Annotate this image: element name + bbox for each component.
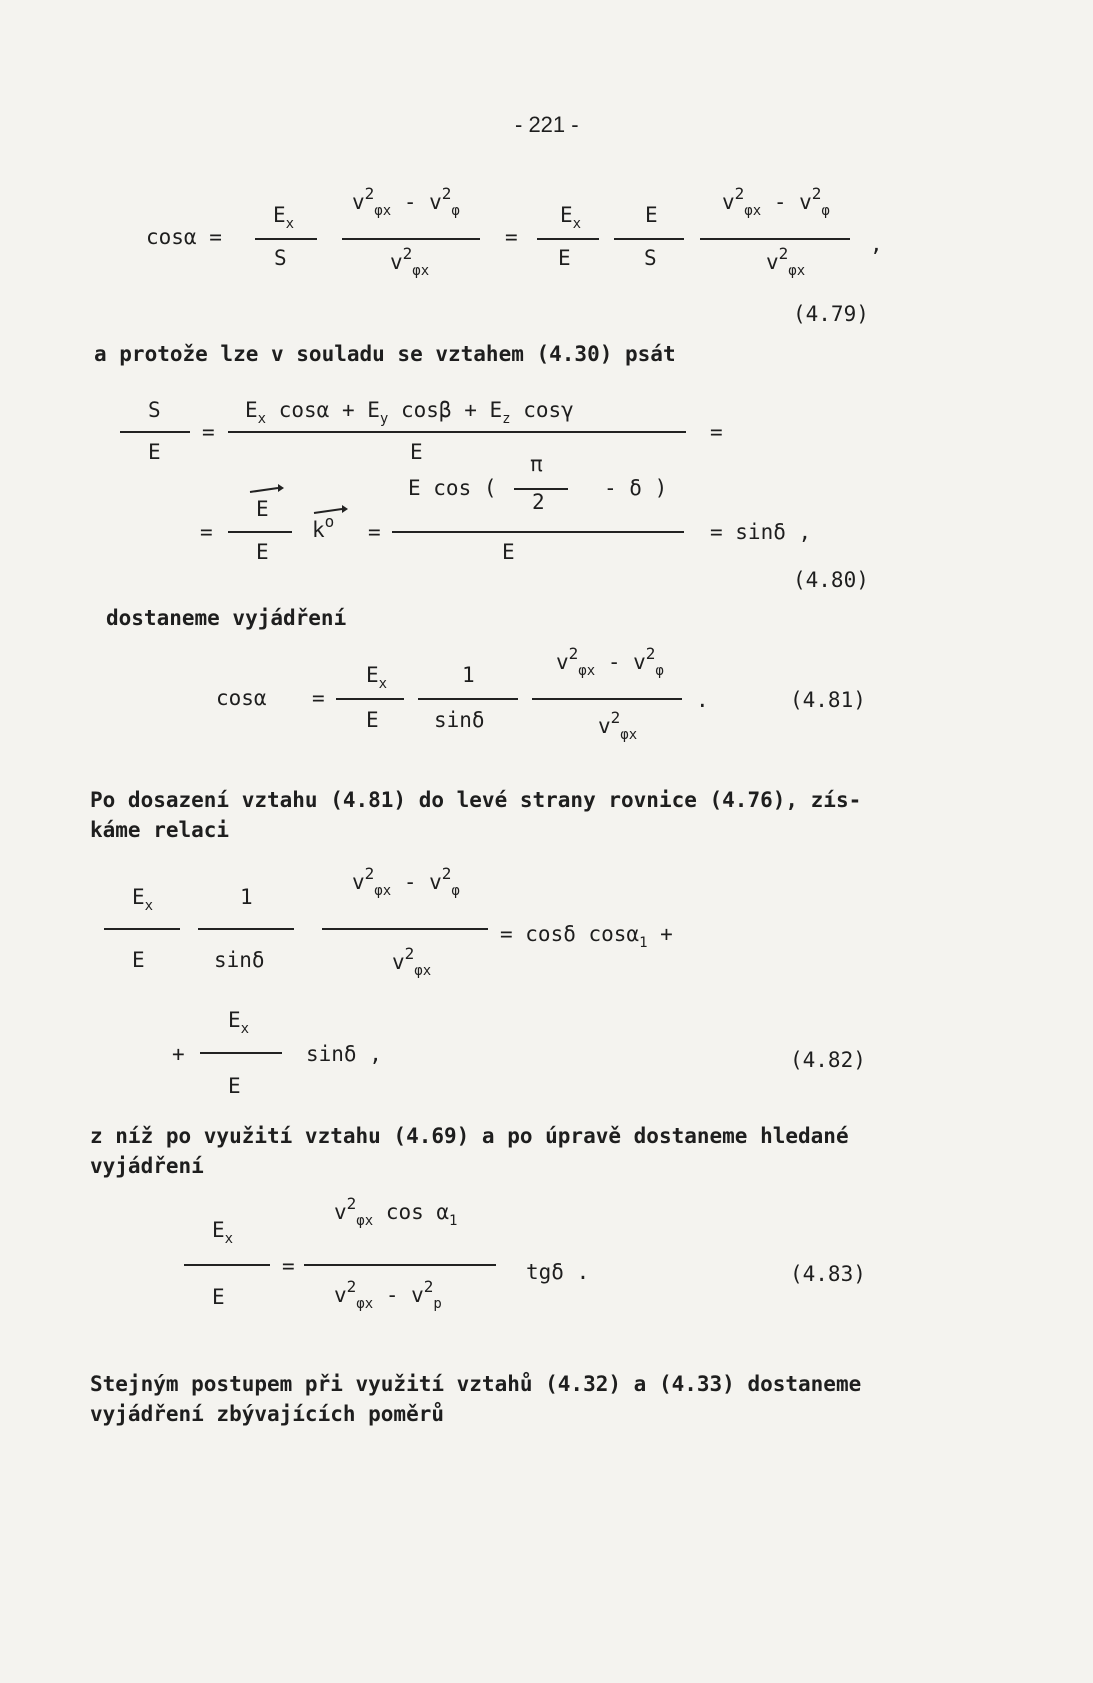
eq480-l2-result: = sinδ , (710, 520, 812, 544)
fraction-bar (700, 238, 850, 240)
eq482-t1-num: $E_x$ (132, 885, 154, 914)
eq480-l2-num-tail: - δ ) (604, 476, 668, 500)
fraction-bar (184, 1264, 270, 1266)
eq481-lhs: cosα (216, 686, 267, 710)
eq480-l2-eq2: = (368, 520, 381, 544)
paragraph-line: Po dosazení vztahu (4.81) do levé strany rovnice (4.76), zís- (90, 788, 862, 812)
eq481-t3-num: $v^2_{\varphi x} - v^2_\varphi$ (556, 644, 664, 679)
eq479-comma: , (870, 232, 883, 256)
eq480-l2-den: E (502, 540, 515, 564)
pi-symbol: π (530, 452, 543, 476)
eq479-t5-den: $v^2_{\varphi x}$ (766, 244, 806, 279)
fraction-bar (228, 531, 292, 533)
eq481-t2-num: 1 (462, 663, 475, 687)
eq480-l2-vec-den: E (256, 540, 269, 564)
equation-number: (4.79) (793, 302, 869, 326)
eq481-period: . (696, 688, 709, 712)
paragraph-line: dostaneme vyjádření (106, 606, 347, 630)
fraction-bar (322, 928, 488, 930)
equation-number: (4.81) (790, 688, 866, 712)
eq483-num: $v^2_{\varphi x}$ $\cos \alpha_1$ (334, 1194, 458, 1229)
eq480-l2-num: E cos ( (408, 476, 497, 500)
fraction-bar (537, 238, 599, 240)
eq481-t1-num: $E_x$ (366, 663, 388, 692)
eq480-eq1: = (202, 420, 215, 444)
eq479-equals: = (505, 225, 518, 249)
equation-number: (4.82) (790, 1048, 866, 1072)
eq482-l2-den: E (228, 1074, 241, 1098)
eq481-t3-den: $v^2_{\varphi x}$ (598, 708, 638, 743)
eq483-t1-den: E (212, 1285, 225, 1309)
eq480-l1-mid-num: $E_x$ $\cos\alpha + E_y$ $\cos\beta + E_z$ cosγ (245, 398, 574, 427)
paragraph-line: a protože lze v souladu se vztahem (4.30) psát (94, 342, 676, 366)
eq479-lhs: cosα = (146, 225, 222, 249)
fraction-bar (532, 698, 682, 700)
fraction-bar (198, 928, 294, 930)
eq483-t1-num: $E_x$ (212, 1218, 234, 1247)
paragraph-line: vyjádření (90, 1154, 204, 1178)
eq482-t2-den: sinδ (214, 948, 265, 972)
eq482-rhs: = cosδ cosα$_1$ + (500, 922, 673, 951)
paragraph-line: vyjádření zbývajících poměrů (90, 1402, 445, 1426)
eq482-t1-den: E (132, 948, 145, 972)
fraction-bar (418, 698, 518, 700)
eq479-t2-num: $v^2_{\varphi x} - v^2_\varphi$ (352, 184, 460, 219)
eq482-t3-den: $v^2_{\varphi x}$ (392, 944, 432, 979)
eq479-t5-num: $v^2_{\varphi x} - v^2_\varphi$ (722, 184, 830, 219)
fraction-bar (392, 531, 684, 533)
eq480-l2-two: 2 (532, 490, 545, 514)
fraction-bar (200, 1052, 282, 1054)
eq480-l1-num: S (148, 398, 161, 422)
paragraph-line: káme relaci (90, 818, 230, 842)
eq481-t2-den: sinδ (434, 708, 485, 732)
eq481-t1-den: E (366, 708, 379, 732)
page-number: - 221 - (515, 112, 579, 137)
eq482-l2-plus: + (172, 1042, 185, 1066)
eq480-l1-mid-den: E (410, 440, 423, 464)
eq482-l2-tail: sinδ , (306, 1042, 382, 1066)
eq483-eq: = (282, 1254, 295, 1278)
eq479-t3-num: $E_x$ (560, 203, 582, 232)
eq482-t2-num: 1 (240, 885, 253, 909)
eq481-eq: = (312, 686, 325, 710)
eq479-t3-den: E (558, 246, 571, 270)
fraction-bar (304, 1264, 496, 1266)
paragraph-line: Stejným postupem při využití vztahů (4.32) a (4.33) dostaneme (90, 1372, 862, 1396)
fraction-bar (120, 431, 190, 433)
fraction-bar (614, 238, 684, 240)
eq479-t4-num: E (645, 203, 658, 227)
eq480-l2-vec-num: E (256, 497, 269, 521)
equation-number: (4.83) (790, 1262, 866, 1286)
fraction-bar (342, 238, 480, 240)
vector-arrow-icon (248, 482, 284, 496)
eq480-l1-den: E (148, 440, 161, 464)
eq479-t1-num: $E_x$ (273, 203, 295, 232)
eq480-eq2: = (710, 420, 723, 444)
fraction-bar (255, 238, 317, 240)
eq482-l2-num: $E_x$ (228, 1008, 250, 1037)
eq479-t1-den: S (274, 246, 287, 270)
eq479-t2-den: $v^2_{\varphi x}$ (390, 244, 430, 279)
eq483-tail: tgδ . (526, 1260, 590, 1284)
eq482-t3-num: $v^2_{\varphi x} - v^2_\varphi$ (352, 864, 460, 899)
fraction-bar (228, 431, 686, 433)
equation-number: (4.80) (793, 568, 869, 592)
fraction-bar (104, 928, 180, 930)
eq480-l2-k: $k^o$ (312, 512, 335, 542)
paragraph-line: z níž po využití vztahu (4.69) a po úpravě dostaneme hledané (90, 1124, 849, 1148)
fraction-bar (336, 698, 404, 700)
eq483-den: $v^2_{\varphi x} - v^2_p$ (334, 1277, 442, 1312)
eq479-t4-den: S (644, 246, 657, 270)
eq480-l2-eq: = (200, 520, 213, 544)
